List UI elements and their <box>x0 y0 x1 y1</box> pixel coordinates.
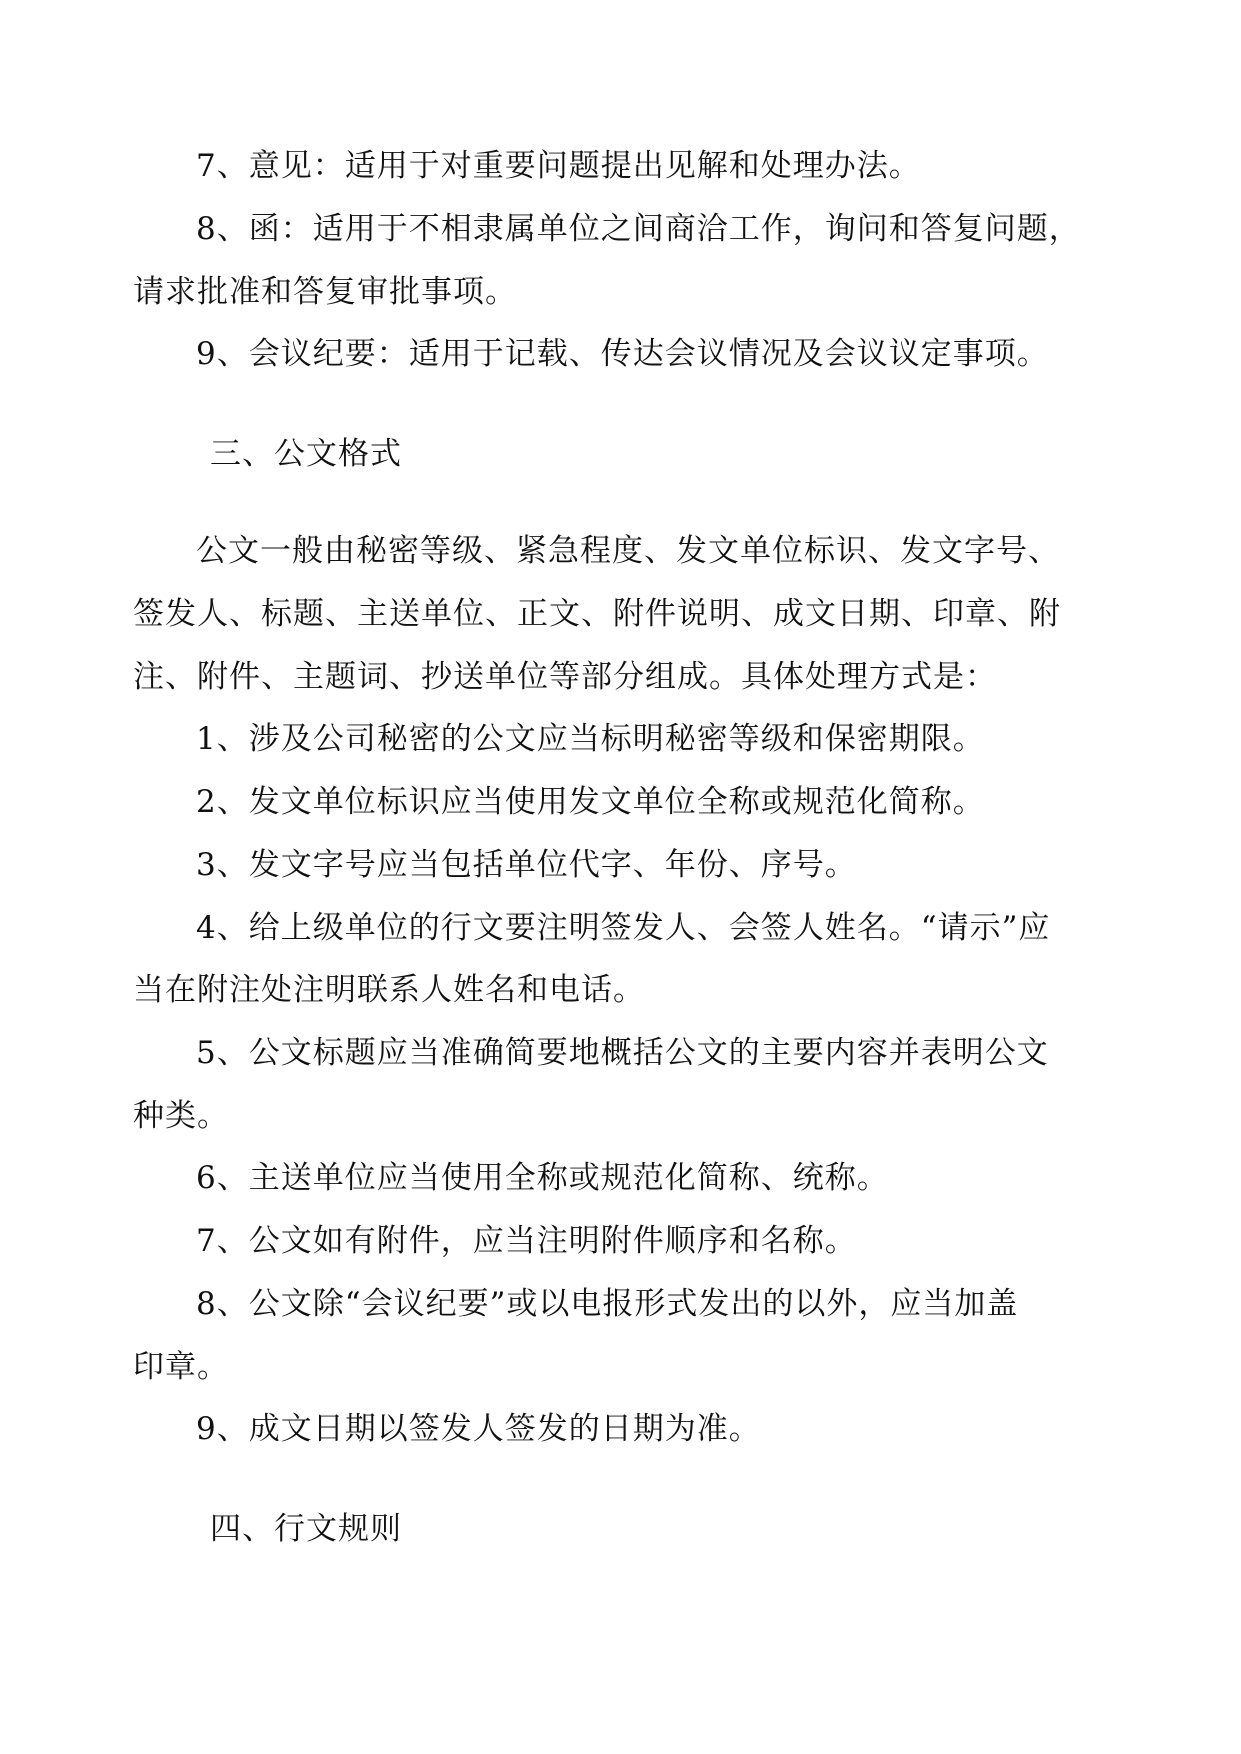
text-line-format-item-5: 5、公文标题应当准确简要地概括公文的主要内容并表明公文 <box>196 1035 1049 1071</box>
text-line-format-item-5-cont: 种类。 <box>133 1098 229 1134</box>
text-line-format-item-1: 1、涉及公司秘密的公文应当标明秘密等级和保密期限。 <box>196 721 985 757</box>
text-line-format-item-4: 4、给上级单位的行文要注明签发人、会签人姓名。“请示”应 <box>196 910 1051 946</box>
text-line-format-item-8-cont: 印章。 <box>133 1349 229 1385</box>
text-line-format-item-9: 9、成文日期以签发人签发的日期为准。 <box>196 1411 761 1447</box>
text-line-format-item-6: 6、主送单位应当使用全称或规范化简称、统称。 <box>196 1160 889 1196</box>
text-line-format-intro-cont-1: 签发人、标题、主送单位、正文、附件说明、成文日期、印章、附 <box>133 596 1061 632</box>
text-line-format-item-7: 7、公文如有附件，应当注明附件顺序和名称。 <box>196 1223 857 1259</box>
text-line-format-item-4-cont: 当在附注处注明联系人姓名和电话。 <box>133 972 645 1008</box>
section-heading-3: 三、公文格式 <box>210 436 402 472</box>
text-line-item-7-opinion: 7、意见：适用于对重要问题提出见解和处理办法。 <box>196 148 921 184</box>
text-line-item-9-minutes: 9、会议纪要：适用于记载、传达会议情况及会议议定事项。 <box>196 336 1049 372</box>
text-line-item-8-letter-cont: 请求批准和答复审批事项。 <box>133 274 517 310</box>
text-line-format-item-8: 8、公文除“会议纪要”或以电报形式发出的以外，应当加盖 <box>196 1286 1019 1322</box>
text-line-format-intro-cont-2: 注、附件、主题词、抄送单位等部分组成。具体处理方式是： <box>133 659 997 695</box>
text-line-item-8-letter: 8、函：适用于不相隶属单位之间商洽工作，询问和答复问题， <box>196 211 1081 247</box>
text-line-format-item-3: 3、发文字号应当包括单位代字、年份、序号。 <box>196 847 857 883</box>
section-heading-4: 四、行文规则 <box>210 1511 402 1547</box>
text-line-format-item-2: 2、发文单位标识应当使用发文单位全称或规范化简称。 <box>196 784 985 820</box>
text-line-format-intro: 公文一般由秘密等级、紧急程度、发文单位标识、发文字号、 <box>196 533 1060 569</box>
